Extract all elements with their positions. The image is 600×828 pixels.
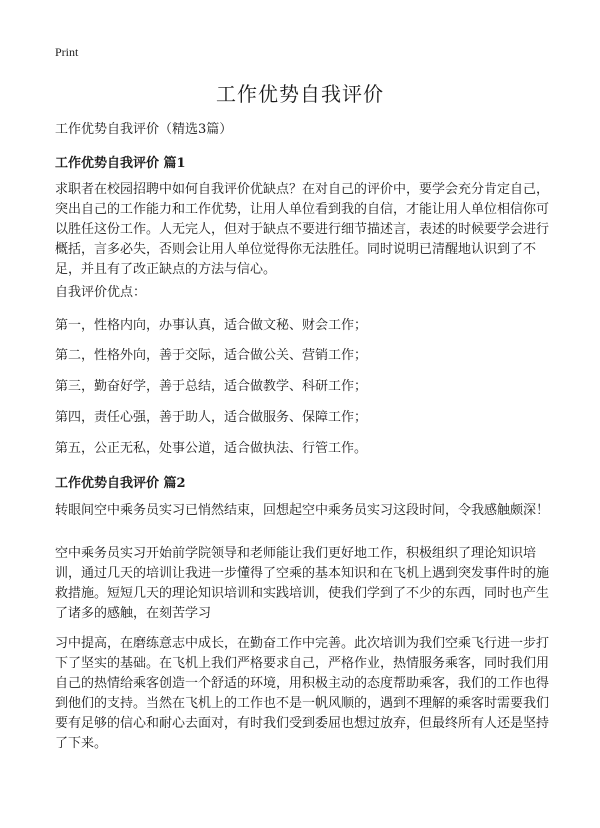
- section2-paragraph-2: 空中乘务员实习开始前学院领导和老师能让我们更好地工作，积极组织了理论知识培训，通过几天的培训让我进一步懂得了空乘的基本知识和在飞机上遇到突发事件时的施救措施。短短几天的理论知识培训和实践培训，使我们学到了不少的东西，同时也产生了诸多的感触，在刻苦学习: [55, 546, 550, 621]
- section2-heading: 工作优势自我评价 篇2: [55, 476, 186, 491]
- page-title: 工作优势自我评价: [216, 82, 384, 106]
- document-subtitle: 工作优势自我评价（精选3篇）: [55, 122, 233, 137]
- list-item: 第一，性格内向，办事认真，适合做文秘、财会工作；: [55, 318, 368, 333]
- list-item: 第二，性格外向，善于交际，适合做公关、营销工作；: [55, 348, 368, 363]
- section1-heading: 工作优势自我评价 篇1: [55, 156, 186, 171]
- section2-paragraph-3: 习中提高，在磨练意志中成长，在勤奋工作中完善。此次培训为我们空乘飞行进一步打下了坚实的基础。在飞机上我们严格要求自己，严格作业，热情服务乘客，同时我们用自己的热情给乘客创造一个舒适的环境，用积极主动的态度帮助乘客，我们的工作也得到他们的支持。当然在飞机上的工作也不是一帆风顺的，遇到不理解的乘客时需要我们要有足够的信心和耐心去面对，有时我们受到委屈也想过放弃，但最终所有人还是坚持了下来。: [55, 636, 550, 751]
- list-item: 第三，勤奋好学，善于总结，适合做教学、科研工作；: [55, 379, 368, 394]
- print-label: Print: [55, 45, 79, 59]
- section2-paragraph-1: 转眼间空中乘务员实习已悄然结束，回想起空中乘务员实习这段时间，令我感触颇深！: [55, 503, 550, 518]
- section1-paragraph-2: 自我评价优点：: [55, 285, 147, 300]
- list-item: 第五，公正无私，处事公道，适合做执法、行管工作。: [55, 441, 368, 456]
- list-item: 第四，责任心强，善于助人，适合做服务、保障工作；: [55, 410, 368, 425]
- section1-paragraph-1: 求职者在校园招聘中如何自我评价优缺点？在对自己的评价中，要学会充分肯定自己，突出自己的工作能力和工作优势，让用人单位看到我的自信，才能让用人单位相信你可以胜任这份工作。人无完人，但对于缺点不要进行细节描述言，表述的时候要学会进行概括，言多必失，否则会让用人单位觉得你无法胜任。同时说明已清醒地认识到了不足，并且有了改正缺点的方法与信心。: [55, 182, 550, 277]
